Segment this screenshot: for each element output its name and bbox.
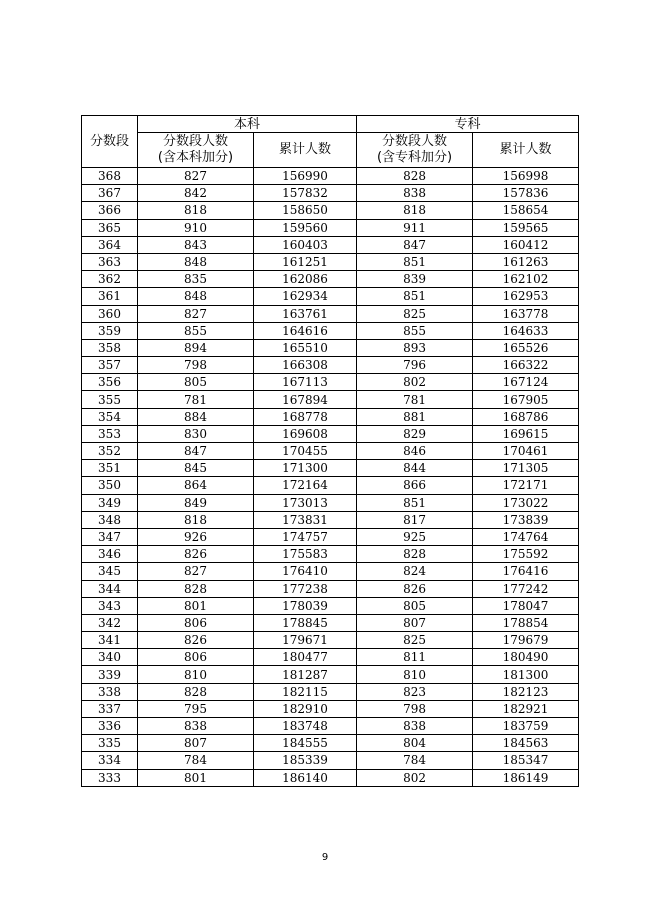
undergrad-cumulative-cell: 181287 [254, 666, 357, 683]
table-row [82, 546, 579, 563]
undergrad-cumulative-cell: 161251 [254, 253, 357, 270]
college-count-cell: 807 [357, 614, 473, 631]
college-group-header: 专科 [357, 116, 579, 133]
undergrad-count-cell: 828 [138, 580, 254, 597]
college-count-cell: 839 [357, 271, 473, 288]
score-cell: 362 [82, 271, 138, 288]
undergrad-cumulative-cell: 173013 [254, 494, 357, 511]
undergrad-cumulative-cell: 170455 [254, 443, 357, 460]
undergrad-cumulative-cell: 178039 [254, 597, 357, 614]
college-count-cell: 802 [357, 769, 473, 786]
undergrad-cumulative-cell: 167113 [254, 374, 357, 391]
undergrad-count-cell: 847 [138, 443, 254, 460]
college-cumulative-cell: 169615 [473, 425, 579, 442]
college-count-cell: 817 [357, 511, 473, 528]
college-cumulative-cell: 161263 [473, 253, 579, 270]
undergrad-count-cell: 826 [138, 546, 254, 563]
score-cell: 333 [82, 769, 138, 786]
undergrad-count-cell: 827 [138, 563, 254, 580]
table-row [82, 305, 579, 322]
score-cell: 355 [82, 391, 138, 408]
undergrad-count-cell: 838 [138, 718, 254, 735]
score-cell: 344 [82, 580, 138, 597]
table-header [82, 116, 579, 168]
table-row [82, 288, 579, 305]
score-cell: 346 [82, 546, 138, 563]
college-count-cell: 828 [357, 546, 473, 563]
college-cumulative-cell: 163778 [473, 305, 579, 322]
college-count-cell: 851 [357, 494, 473, 511]
college-cumulative-cell: 186149 [473, 769, 579, 786]
score-cell: 350 [82, 477, 138, 494]
college-cumulative-cell: 167905 [473, 391, 579, 408]
college-count-cell: 818 [357, 202, 473, 219]
table-row [82, 374, 579, 391]
undergrad-cumulative-cell: 183748 [254, 718, 357, 735]
undergrad-count-cell: 818 [138, 202, 254, 219]
table-row [82, 236, 579, 253]
undergrad-count-cell: 926 [138, 528, 254, 545]
college-cumulative-cell: 177242 [473, 580, 579, 597]
undergrad-cumulative-cell: 169608 [254, 425, 357, 442]
undergrad-count-cell: 784 [138, 752, 254, 769]
college-cumulative-cell: 170461 [473, 443, 579, 460]
score-cell: 358 [82, 339, 138, 356]
table-row [82, 408, 579, 425]
college-cumulative-cell: 158654 [473, 202, 579, 219]
college-count-cell: 844 [357, 460, 473, 477]
undergrad-cumulative-cell: 163761 [254, 305, 357, 322]
undergrad-count-cell: 830 [138, 425, 254, 442]
college-count-cell: 811 [357, 649, 473, 666]
college-count-cell: 781 [357, 391, 473, 408]
college-count-header [357, 133, 473, 168]
college-cumulative-cell: 180490 [473, 649, 579, 666]
table-row [82, 168, 579, 185]
table-row [82, 769, 579, 786]
table-row [82, 219, 579, 236]
college-cumulative-header: 累计人数 [473, 133, 579, 168]
college-cumulative-cell: 167124 [473, 374, 579, 391]
table-row [82, 477, 579, 494]
undergrad-cumulative-header: 累计人数 [254, 133, 357, 168]
college-cumulative-cell: 176416 [473, 563, 579, 580]
table-row [82, 271, 579, 288]
college-cumulative-cell: 175592 [473, 546, 579, 563]
score-cell: 354 [82, 408, 138, 425]
undergrad-count-cell: 781 [138, 391, 254, 408]
undergrad-count-cell: 835 [138, 271, 254, 288]
score-cell: 365 [82, 219, 138, 236]
table-row [82, 511, 579, 528]
table-row [82, 563, 579, 580]
college-count-cell: 825 [357, 632, 473, 649]
undergrad-count-cell: 884 [138, 408, 254, 425]
undergrad-count-cell: 801 [138, 597, 254, 614]
college-count-cell: 805 [357, 597, 473, 614]
college-count-cell: 784 [357, 752, 473, 769]
table-row [82, 666, 579, 683]
college-count-cell: 866 [357, 477, 473, 494]
undergrad-count-cell: 798 [138, 357, 254, 374]
score-distribution-table [81, 115, 579, 787]
undergrad-count-cell: 828 [138, 683, 254, 700]
college-cumulative-cell: 178047 [473, 597, 579, 614]
undergrad-cumulative-cell: 185339 [254, 752, 357, 769]
college-cumulative-cell: 160412 [473, 236, 579, 253]
score-cell: 340 [82, 649, 138, 666]
table-row [82, 391, 579, 408]
college-count-cell: 829 [357, 425, 473, 442]
undergrad-count-cell: 801 [138, 769, 254, 786]
college-count-cell: 796 [357, 357, 473, 374]
page-number: 9 [321, 852, 329, 863]
undergrad-count-cell: 806 [138, 614, 254, 631]
undergrad-group-header: 本科 [138, 116, 357, 133]
score-cell: 368 [82, 168, 138, 185]
college-cumulative-cell: 185347 [473, 752, 579, 769]
undergrad-cumulative-cell: 164616 [254, 322, 357, 339]
undergrad-count-cell: 842 [138, 185, 254, 202]
undergrad-count-cell: 848 [138, 253, 254, 270]
undergrad-cumulative-cell: 168778 [254, 408, 357, 425]
undergrad-cumulative-cell: 175583 [254, 546, 357, 563]
score-cell: 356 [82, 374, 138, 391]
table-row [82, 460, 579, 477]
college-cumulative-cell: 178854 [473, 614, 579, 631]
score-cell: 367 [82, 185, 138, 202]
undergrad-count-cell: 848 [138, 288, 254, 305]
table-row [82, 185, 579, 202]
score-cell: 363 [82, 253, 138, 270]
college-cumulative-cell: 162953 [473, 288, 579, 305]
undergrad-cumulative-cell: 158650 [254, 202, 357, 219]
undergrad-count-cell: 910 [138, 219, 254, 236]
college-cumulative-cell: 168786 [473, 408, 579, 425]
table-row [82, 614, 579, 631]
college-cumulative-cell: 179679 [473, 632, 579, 649]
undergrad-count-cell: 826 [138, 632, 254, 649]
undergrad-count-cell: 806 [138, 649, 254, 666]
undergrad-cumulative-cell: 166308 [254, 357, 357, 374]
college-count-cell: 825 [357, 305, 473, 322]
table-row [82, 735, 579, 752]
college-count-cell: 851 [357, 288, 473, 305]
table-row [82, 322, 579, 339]
table-row [82, 683, 579, 700]
college-count-cell: 798 [357, 700, 473, 717]
college-count-cell: 804 [357, 735, 473, 752]
score-cell: 336 [82, 718, 138, 735]
undergrad-count-cell: 805 [138, 374, 254, 391]
undergrad-cumulative-cell: 177238 [254, 580, 357, 597]
undergrad-count-cell: 855 [138, 322, 254, 339]
score-cell: 349 [82, 494, 138, 511]
undergrad-count-cell: 818 [138, 511, 254, 528]
table-row [82, 632, 579, 649]
college-cumulative-cell: 172171 [473, 477, 579, 494]
undergrad-cumulative-cell: 162934 [254, 288, 357, 305]
college-cumulative-cell: 156998 [473, 168, 579, 185]
table-row [82, 649, 579, 666]
college-count-cell: 855 [357, 322, 473, 339]
score-cell: 351 [82, 460, 138, 477]
table-row [82, 494, 579, 511]
table-body [82, 168, 579, 787]
score-cell: 360 [82, 305, 138, 322]
undergrad-cumulative-cell: 171300 [254, 460, 357, 477]
undergrad-count-header-line1: 分数段人数 [162, 134, 228, 149]
college-cumulative-cell: 183759 [473, 718, 579, 735]
college-cumulative-cell: 164633 [473, 322, 579, 339]
table-row [82, 528, 579, 545]
college-count-header-line2: (含专科加分) [376, 150, 453, 165]
college-count-cell: 925 [357, 528, 473, 545]
undergrad-count-cell: 864 [138, 477, 254, 494]
undergrad-cumulative-cell: 184555 [254, 735, 357, 752]
score-cell: 341 [82, 632, 138, 649]
table-row [82, 357, 579, 374]
college-cumulative-cell: 182123 [473, 683, 579, 700]
college-count-cell: 838 [357, 185, 473, 202]
college-cumulative-cell: 182921 [473, 700, 579, 717]
undergrad-cumulative-cell: 178845 [254, 614, 357, 631]
college-cumulative-cell: 157836 [473, 185, 579, 202]
undergrad-cumulative-cell: 180477 [254, 649, 357, 666]
score-cell: 345 [82, 563, 138, 580]
college-count-cell: 893 [357, 339, 473, 356]
score-cell: 361 [82, 288, 138, 305]
score-cell: 359 [82, 322, 138, 339]
undergrad-count-cell: 845 [138, 460, 254, 477]
table-row [82, 700, 579, 717]
undergrad-cumulative-cell: 176410 [254, 563, 357, 580]
table-row [82, 597, 579, 614]
undergrad-count-cell: 795 [138, 700, 254, 717]
undergrad-cumulative-cell: 179671 [254, 632, 357, 649]
score-cell: 335 [82, 735, 138, 752]
college-count-cell: 824 [357, 563, 473, 580]
college-count-cell: 847 [357, 236, 473, 253]
college-count-cell: 802 [357, 374, 473, 391]
undergrad-cumulative-cell: 156990 [254, 168, 357, 185]
college-count-cell: 810 [357, 666, 473, 683]
score-cell: 366 [82, 202, 138, 219]
college-count-header-line1: 分数段人数 [382, 134, 448, 149]
score-cell: 334 [82, 752, 138, 769]
undergrad-count-cell: 810 [138, 666, 254, 683]
score-cell: 339 [82, 666, 138, 683]
undergrad-count-header [138, 133, 254, 168]
undergrad-cumulative-cell: 173831 [254, 511, 357, 528]
undergrad-cumulative-cell: 160403 [254, 236, 357, 253]
college-cumulative-cell: 173839 [473, 511, 579, 528]
college-cumulative-cell: 173022 [473, 494, 579, 511]
undergrad-count-cell: 807 [138, 735, 254, 752]
table-row [82, 443, 579, 460]
table-row [82, 202, 579, 219]
undergrad-cumulative-cell: 182910 [254, 700, 357, 717]
score-cell: 352 [82, 443, 138, 460]
college-count-cell: 851 [357, 253, 473, 270]
undergrad-cumulative-cell: 182115 [254, 683, 357, 700]
undergrad-count-cell: 894 [138, 339, 254, 356]
college-count-cell: 828 [357, 168, 473, 185]
undergrad-cumulative-cell: 172164 [254, 477, 357, 494]
undergrad-cumulative-cell: 167894 [254, 391, 357, 408]
undergrad-count-cell: 843 [138, 236, 254, 253]
score-cell: 364 [82, 236, 138, 253]
undergrad-cumulative-cell: 174757 [254, 528, 357, 545]
table-row [82, 718, 579, 735]
college-cumulative-cell: 162102 [473, 271, 579, 288]
college-cumulative-cell: 171305 [473, 460, 579, 477]
undergrad-cumulative-cell: 165510 [254, 339, 357, 356]
score-cell: 353 [82, 425, 138, 442]
score-column-header: 分数段 [82, 116, 138, 168]
undergrad-count-header-line2: (含本科加分) [157, 150, 234, 165]
college-count-cell: 846 [357, 443, 473, 460]
undergrad-cumulative-cell: 157832 [254, 185, 357, 202]
score-cell: 343 [82, 597, 138, 614]
college-count-cell: 826 [357, 580, 473, 597]
score-cell: 337 [82, 700, 138, 717]
score-cell: 348 [82, 511, 138, 528]
table-row [82, 339, 579, 356]
college-count-cell: 881 [357, 408, 473, 425]
score-cell: 342 [82, 614, 138, 631]
college-cumulative-cell: 174764 [473, 528, 579, 545]
score-cell: 357 [82, 357, 138, 374]
score-cell: 338 [82, 683, 138, 700]
college-count-cell: 838 [357, 718, 473, 735]
college-cumulative-cell: 165526 [473, 339, 579, 356]
college-cumulative-cell: 181300 [473, 666, 579, 683]
score-cell: 347 [82, 528, 138, 545]
table-row [82, 580, 579, 597]
undergrad-cumulative-cell: 162086 [254, 271, 357, 288]
undergrad-count-cell: 827 [138, 305, 254, 322]
undergrad-cumulative-cell: 159560 [254, 219, 357, 236]
undergrad-cumulative-cell: 186140 [254, 769, 357, 786]
undergrad-count-cell: 849 [138, 494, 254, 511]
college-count-cell: 823 [357, 683, 473, 700]
undergrad-count-cell: 827 [138, 168, 254, 185]
table-row [82, 253, 579, 270]
college-cumulative-cell: 166322 [473, 357, 579, 374]
college-cumulative-cell: 159565 [473, 219, 579, 236]
table-row [82, 425, 579, 442]
college-count-cell: 911 [357, 219, 473, 236]
table-row [82, 752, 579, 769]
college-cumulative-cell: 184563 [473, 735, 579, 752]
